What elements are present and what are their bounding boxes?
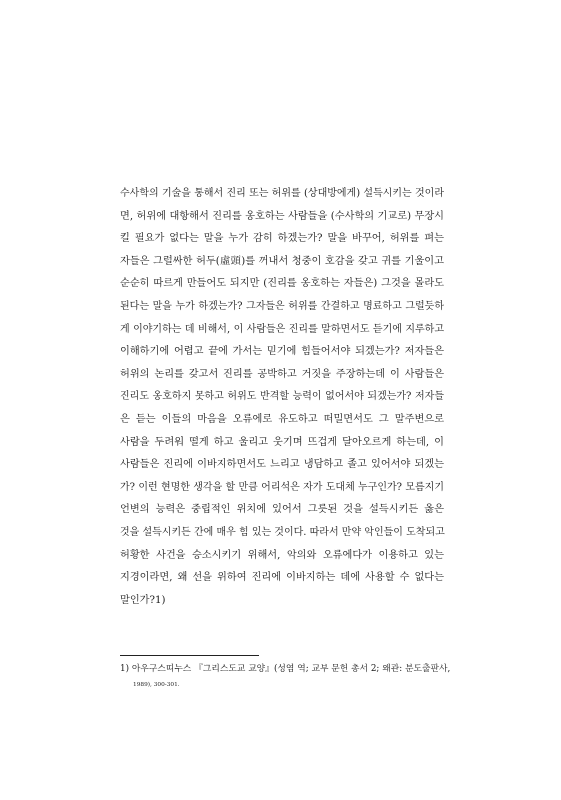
paragraph-line: 허위의 논리를 갖고서 진리를 공박하고 거짓을 주장하는데 이 사람들은 [120,368,444,380]
paragraph-line: 진리도 옹호하지 못하고 허위도 반격할 능력이 없어서야 되겠는가? 저자들 [120,391,444,403]
paragraph-line: 순순히 따르게 만들어도 되지만 (진리를 옹호하는 자들은) 그것을 몰라도 [120,278,444,290]
paragraph-line: 수사학의 기술을 통해서 진리 또는 허위를 (상대방에게) 설득시키는 것이라 [120,188,444,199]
paragraph-line: 것을 설득시키든 간에 매우 힘 있는 것이다. 따라서 만약 악인들이 도착되고 [120,526,445,538]
footnote-separator [120,655,259,656]
paragraph-line: 자들은 그럴싸한 허두(虛頭)를 꺼내서 청중이 호감을 갖고 귀를 기울이고 [120,255,444,267]
paragraph-line: 사람을 두려워 떨게 하고 울리고 웃기며 뜨겁게 달아오르게 하는데, 이 [120,436,444,448]
paragraph-line: 지경이라면, 왜 선을 위하여 진리에 이바지하는 데에 사용할 수 없다는 [120,572,444,584]
paragraph-line: 킬 필요가 없다는 말을 누가 감히 하겠는가? 말을 바꾸어, 허위를 펴는 [120,233,444,245]
footnote [120,661,450,693]
paragraph-line: 된다는 말을 누가 하겠는가? 그자들은 허위를 간결하고 명료하고 그럴듯하 [120,300,444,312]
main-paragraph [120,183,444,612]
paragraph-line-last: 말인가?1) [120,594,166,606]
paragraph-line: 면, 허위에 대항해서 진리를 옹호하는 사람들을 (수사학의 기교로) 무장시 [120,210,444,222]
paragraph-line: 이해하기에 어렵고 끝에 가서는 믿기에 힘들어서야 되겠는가? 저자들은 [120,346,444,358]
footnote-citation-line: 1) 아우구스띠누스 『그리스도교 교양』(성염 역; 교부 문헌 총서 2; 왜관: 분도출판사, [120,664,451,674]
paragraph-line: 허황한 사건을 승소시키기 위해서, 악의와 오류에다가 이용하고 있는 [120,549,444,561]
paragraph-line: 게 이야기하는 데 비해서, 이 사람들은 진리를 말하면서도 듣기에 지루하고 [120,323,444,335]
footnote-citation-line: 1989), 300-301. [133,682,180,688]
paragraph-line: 언변의 능력은 중립적인 위치에 있어서 그릇된 것을 설득시키든 옳은 [120,504,444,516]
paragraph-line: 사람들은 진리에 이바지하면서도 느리고 냉담하고 졸고 있어서야 되겠는 [120,459,444,471]
paragraph-line: 가? 이런 현명한 생각을 할 만큼 어리석은 자가 도대체 누구인가? 모름지기 [120,481,444,493]
paragraph-line: 은 듣는 이들의 마음을 오류에로 유도하고 떠밀면서도 그 말주변으로 [120,413,444,425]
